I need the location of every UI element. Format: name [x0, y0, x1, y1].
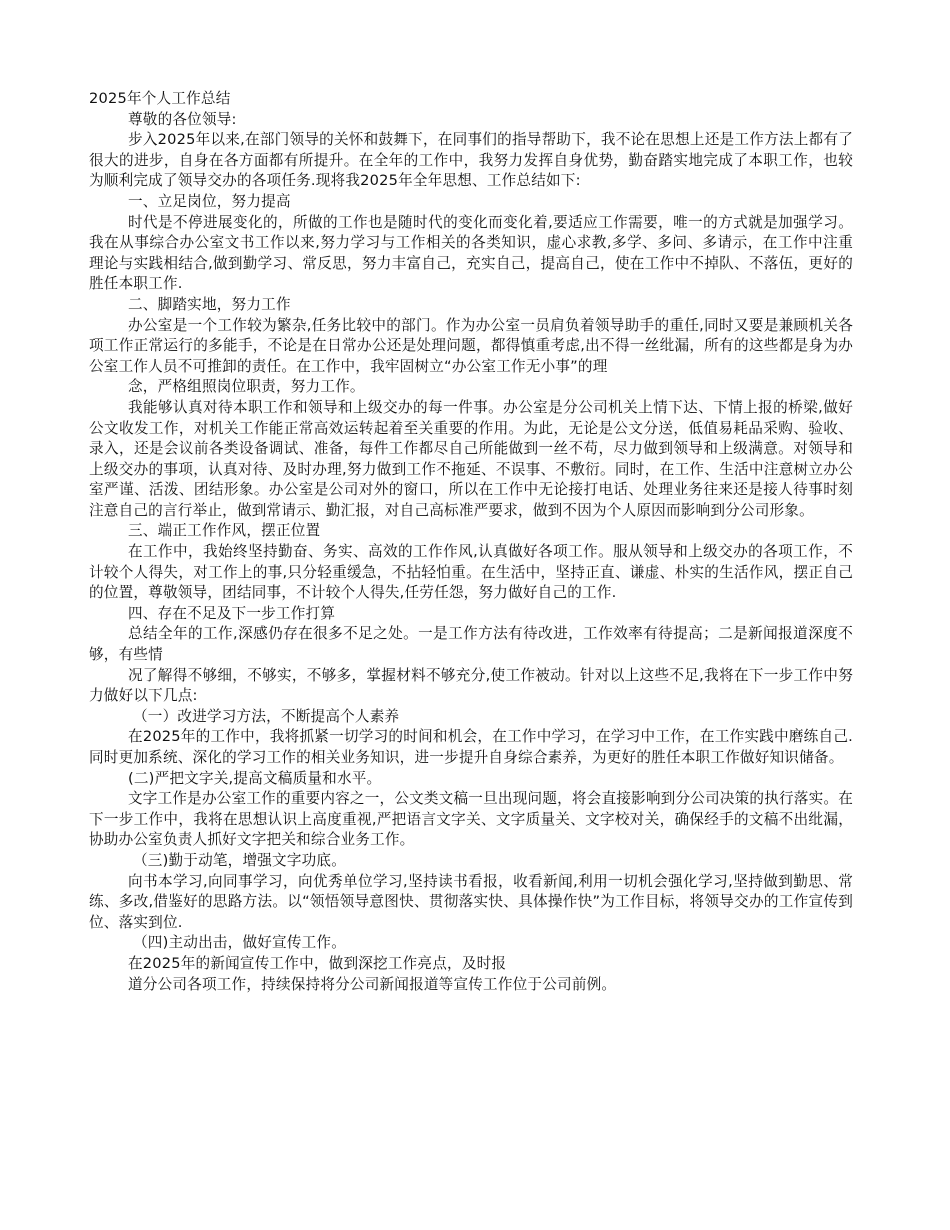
- salutation: 尊敬的各位领导:: [128, 110, 237, 128]
- paragraph: 时代是不停进展变化的，所做的工作也是随时代的变化而变化着,要适应工作需要，唯一的方式就是加强学习。我在从事综合办公室文书工作以来,努力学习与工作相关的各类知识，虚心求教,多学、多问、多请示，在工作中注重理论与实践相结合,做到勤学习、常反思，努力丰富自己，充实自己，提高自己，使在工作中不掉队、不落伍，更好的胜任本职工作.: [89, 213, 853, 293]
- document-body: [89, 89, 853, 995]
- paragraph: 在2025年的新闻宣传工作中，做到深挖工作亮点，及时报: [128, 954, 507, 972]
- paragraph: 总结全年的工作,深感仍存在很多不足之处。一是工作方法有待改进，工作效率有待提高；二是新闻报道深度不够，有些情: [89, 625, 853, 664]
- paragraph: 办公室是一个工作较为繁杂,任务比较中的部门。作为办公室一员肩负着领导助手的重任,同时又要是兼顾机关各项工作正常运行的多能手，不论是在日常办公还是处理问题，都得慎重考虑,出不得一丝纰漏，所有的这些都是身为办公室工作人员不可推卸的责任。在工作中，我牢固树立“办公室工作无小事”的理: [89, 316, 853, 375]
- section-heading-1: 一、立足岗位，努力提高: [128, 192, 291, 210]
- section-heading-2: 二、脚踏实地，努力工作: [128, 295, 291, 313]
- paragraph: 文字工作是办公室工作的重要内容之一，公文类文稿一旦出现问题，将会直接影响到分公司决策的执行落实。在下一步工作中，我将在思想认识上高度重视,严把语言文字关、文字质量关、文字校对关，确保经手的文稿不出纰漏，协助办公室负责人抓好文字把关和综合业务工作。: [89, 790, 853, 849]
- document-title: 2025年个人工作总结: [89, 90, 231, 107]
- subheading-1: （一）改进学习方法，不断提高个人素养: [133, 707, 400, 725]
- paragraph: 况了解得不够细，不够实，不够多，掌握材料不够充分,使工作被动。针对以上这些不足,我将在下一步工作中努力做好以下几点:: [89, 666, 853, 705]
- subheading-4: （四)主动出击，做好宣传工作。: [133, 934, 347, 952]
- paragraph: 我能够认真对待本职工作和领导和上级交办的每一件事。办公室是分公司机关上情下达、下情上报的桥梁,做好公文收发工作，对机关工作能正常高效运转起着至关重要的作用。为此，无论是公文分送，低值易耗品采购、验收、录入，还是会议前各类设备调试、准备，每件工作都尽自己所能做到一丝不苟，尽力做到领导和上级满意。对领导和上级交办的事项，认真对待、及时办理,努力做到工作不拖延、不误事、不敷衍。同时，在工作、生活中注意树立办公室严谨、活泼、团结形象。办公室是公司对外的窗口，所以在工作中无论接打电话、处理业务往来还是接人待事时刻注意自己的言行举止，做到常请示、勤汇报，对自己高标准严要求，做到不因为个人原因而影响到分公司形象。: [89, 398, 853, 519]
- paragraph: 在2025年的工作中，我将抓紧一切学习的时间和机会，在工作中学习，在学习中工作，在工作实践中磨练自己.同时更加系统、深化的学习工作的相关业务知识，进一步提升自身综合素养，为更好的胜任本职工作做好知识储备。: [89, 728, 853, 766]
- section-heading-3: 三、端正工作作风，摆正位置: [128, 522, 321, 540]
- paragraph: 在工作中，我始终坚持勤奋、务实、高效的工作作风,认真做好各项工作。服从领导和上级交办的各项工作，不计较个人得失，对工作上的事,只分轻重缓急，不拈轻怕重。在生活中，坚持正直、谦虚、朴实的生活作风，摆正自己的位置，尊敬领导，团结同事，不计较个人得失,任劳任怨，努力做好自己的工作.: [89, 543, 853, 602]
- section-heading-4: 四、存在不足及下一步工作打算: [128, 604, 336, 622]
- paragraph-continuation: 念，严格组照岗位职责，努力工作。: [128, 378, 365, 396]
- paragraph: 道分公司各项工作，持续保持将分公司新闻报道等宣传工作位于公司前例。: [128, 975, 617, 993]
- subheading-2: (二)严把文字关,提高文稿质量和水平。: [128, 769, 382, 787]
- paragraph: 向书本学习,向同事学习，向优秀单位学习,坚持读书看报，收看新闻,利用一切机会强化学习,坚持做到勤思、常练、多改,借鉴好的思路方法。以“领悟领导意图快、贯彻落实快、具体操作快”为工作目标，将领导交办的工作宣传到位、落实到位.: [89, 872, 853, 931]
- subheading-3: （三)勤于动笔，增强文字功底。: [133, 851, 347, 869]
- paragraph-intro: 步入2025年以来,在部门领导的关怀和鼓舞下，在同事们的指导帮助下，我不论在思想上还是工作方法上都有了很大的进步，自身在各方面都有所提升。在全年的工作中，我努力发挥自身优势，勤奋踏实地完成了本职工作，也较为顺利完成了领导交办的各项任务.现将我2025年全年思想、工作总结如下:: [89, 131, 853, 190]
